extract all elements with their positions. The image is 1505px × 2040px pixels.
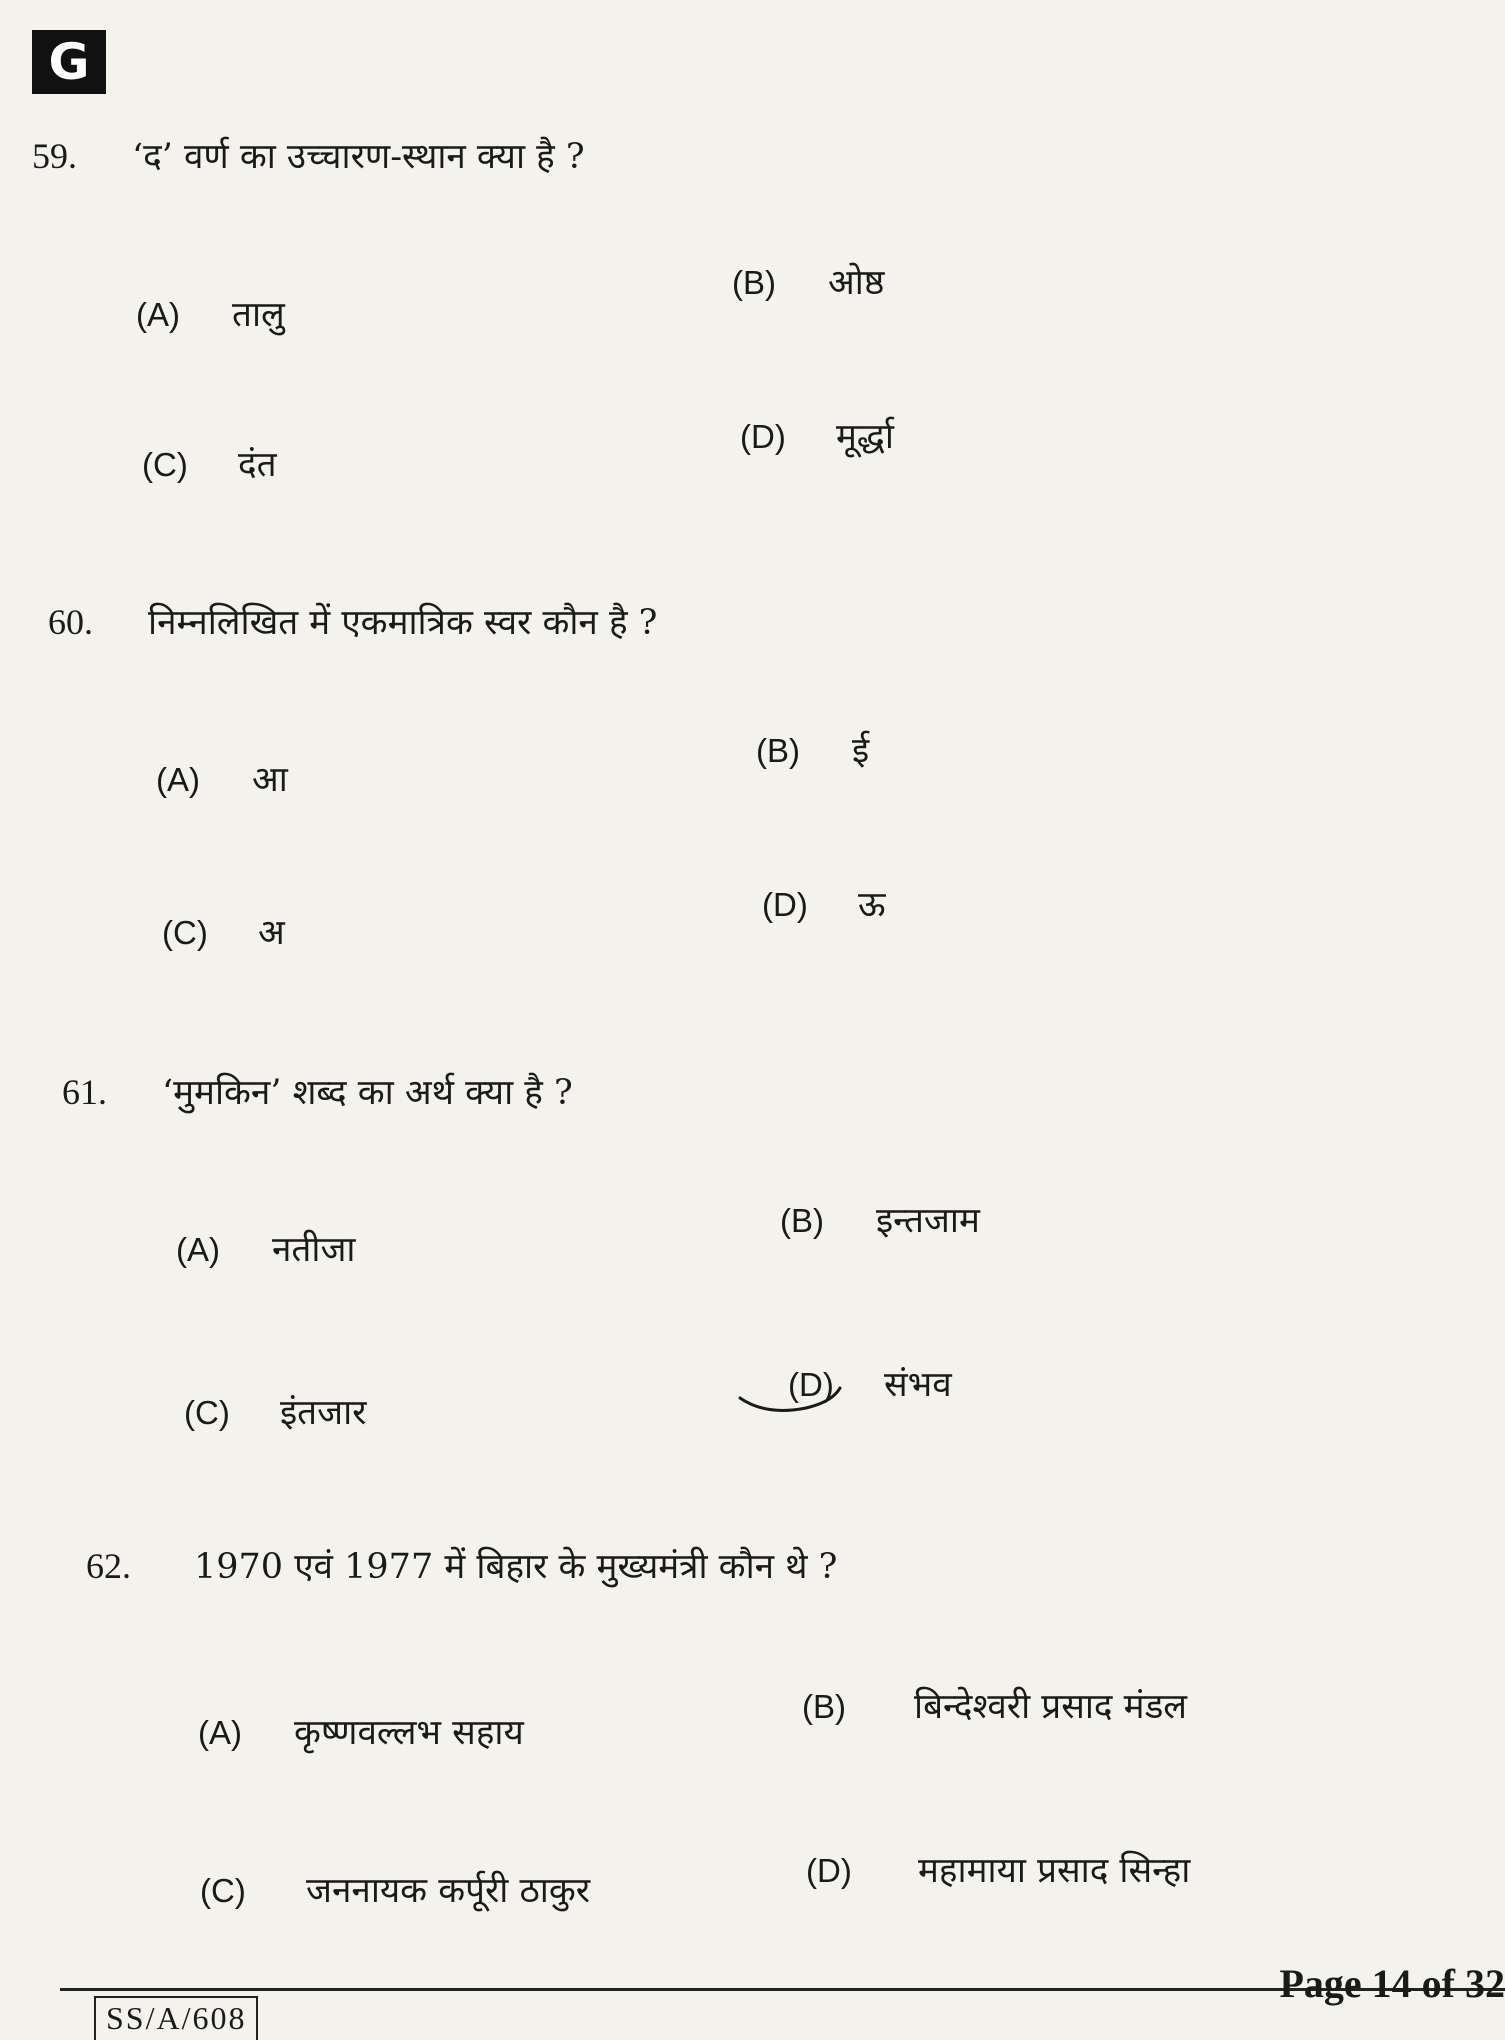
option-label: (C) [184, 1394, 230, 1431]
option-text: ओष्ठ [828, 263, 885, 303]
option-d[interactable] [740, 412, 894, 459]
option-text: संभव [884, 1365, 952, 1405]
question-stem [86, 1542, 837, 1589]
option-label: (B) [732, 264, 776, 301]
option-b[interactable] [780, 1196, 980, 1243]
option-label: (B) [756, 732, 800, 769]
question-stem [48, 598, 657, 645]
question-text: 1970 एवं 1977 में बिहार के मुख्यमंत्री कौन थे ? [194, 1547, 838, 1587]
option-c[interactable] [200, 1866, 590, 1913]
set-badge: G [32, 30, 106, 94]
option-text: बिन्देश्वरी प्रसाद मंडल [914, 1687, 1188, 1727]
option-text: ई [852, 731, 870, 771]
option-a[interactable] [156, 755, 288, 802]
question-number: 59. [32, 136, 77, 176]
option-b[interactable] [756, 726, 869, 773]
option-text: इंतजार [280, 1393, 367, 1433]
option-a[interactable] [176, 1225, 355, 1272]
option-text: जननायक कर्पूरी ठाकुर [306, 1871, 591, 1911]
question-number: 60. [48, 602, 93, 642]
option-c[interactable] [162, 908, 285, 955]
option-label: (D) [740, 418, 786, 455]
option-c[interactable] [142, 440, 277, 487]
option-label: (C) [200, 1872, 246, 1909]
option-text: तालु [232, 295, 285, 335]
option-text: ऊ [858, 885, 886, 925]
option-a[interactable] [136, 290, 285, 337]
option-label: (C) [162, 914, 208, 951]
option-text: महामाया प्रसाद सिन्हा [918, 1851, 1191, 1891]
option-text: आ [252, 760, 288, 800]
option-label: (A) [176, 1231, 220, 1268]
question-stem [32, 132, 585, 179]
option-label: (B) [780, 1202, 824, 1239]
option-a[interactable] [198, 1708, 524, 1755]
option-d[interactable] [762, 880, 885, 927]
paper-code: SS/A/608 [94, 1996, 258, 2040]
page-number: Page 14 of 32 [1279, 1961, 1505, 2006]
option-b[interactable] [802, 1682, 1187, 1729]
option-text: कृष्णवल्लभ सहाय [294, 1713, 524, 1753]
option-d[interactable] [806, 1846, 1190, 1893]
option-label: (A) [136, 296, 180, 333]
question-stem [62, 1068, 573, 1115]
option-label: (D) [762, 886, 808, 923]
option-text: अ [258, 913, 285, 953]
option-b[interactable] [732, 258, 884, 305]
option-label: (D) [788, 1366, 834, 1403]
question-number: 62. [86, 1546, 131, 1586]
option-label: (A) [156, 761, 200, 798]
option-text: मूर्द्धा [836, 417, 894, 457]
question-text: निम्नलिखित में एकमात्रिक स्वर कौन है ? [148, 603, 658, 643]
option-label: (B) [802, 1688, 846, 1725]
option-text: नतीजा [272, 1230, 356, 1270]
option-label: (A) [198, 1714, 242, 1751]
option-label: (C) [142, 446, 188, 483]
question-number: 61. [62, 1072, 107, 1112]
option-text: दंत [238, 445, 277, 485]
option-c[interactable] [184, 1388, 367, 1435]
option-text: इन्तजाम [876, 1201, 980, 1241]
question-text: ‘मुमकिन’ शब्द का अर्थ क्या है ? [162, 1073, 573, 1113]
pen-mark-icon [736, 1368, 846, 1418]
option-label: (D) [806, 1852, 852, 1889]
question-text: ‘द’ वर्ण का उच्चारण-स्थान क्या है ? [132, 137, 585, 177]
